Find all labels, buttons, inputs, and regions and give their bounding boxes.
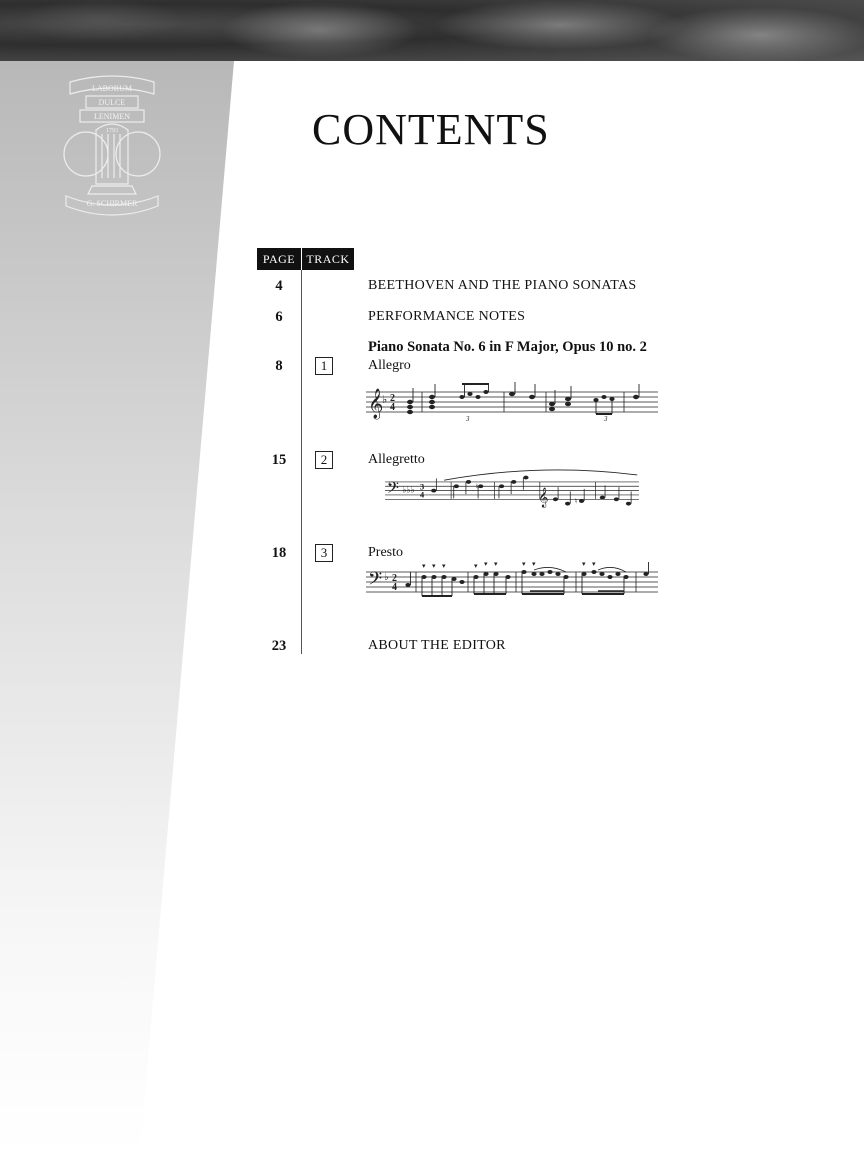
svg-text:♮: ♮ bbox=[574, 496, 578, 506]
svg-text:2: 2 bbox=[390, 393, 395, 404]
page-number: 6 bbox=[275, 309, 283, 325]
svg-text:♮: ♮ bbox=[475, 481, 479, 491]
page-number: 15 bbox=[271, 452, 287, 468]
svg-text:𝄢: 𝄢 bbox=[368, 568, 383, 593]
svg-text:2: 2 bbox=[392, 573, 397, 584]
svg-text:4: 4 bbox=[419, 489, 425, 500]
svg-text:▾: ▾ bbox=[422, 562, 426, 570]
svg-text:3: 3 bbox=[604, 415, 608, 422]
svg-text:𝄞: 𝄞 bbox=[538, 487, 549, 507]
svg-text:LENIMEN: LENIMEN bbox=[94, 112, 130, 121]
svg-text:𝄢: 𝄢 bbox=[386, 479, 400, 501]
svg-text:4: 4 bbox=[392, 582, 397, 593]
svg-text:▾: ▾ bbox=[522, 560, 526, 568]
page-number: 8 bbox=[275, 358, 283, 374]
page-number: 18 bbox=[271, 545, 287, 561]
svg-text:▾: ▾ bbox=[592, 560, 596, 568]
track-column-header: TRACK bbox=[302, 248, 354, 270]
music-incipit-allegro bbox=[366, 382, 658, 422]
page-number: 4 bbox=[275, 278, 283, 294]
svg-text:DULCE: DULCE bbox=[98, 98, 126, 107]
svg-text:▾: ▾ bbox=[432, 562, 436, 570]
svg-text:▾: ▾ bbox=[484, 560, 488, 568]
svg-text:▾: ▾ bbox=[442, 562, 446, 570]
movement-tempo[interactable]: Allegro bbox=[368, 358, 411, 373]
svg-text:♭♭♭: ♭♭♭ bbox=[402, 484, 415, 495]
svg-text:♭: ♭ bbox=[382, 394, 388, 406]
toc-entry-performance-notes[interactable]: PERFORMANCE NOTES bbox=[368, 309, 526, 324]
top-banner bbox=[0, 0, 864, 61]
svg-text:▾: ▾ bbox=[494, 560, 498, 568]
track-number-box[interactable]: 1 bbox=[315, 357, 333, 375]
svg-text:𝄞: 𝄞 bbox=[368, 389, 384, 418]
sonata-heading: Piano Sonata No. 6 in F Major, Opus 10 no. 2 bbox=[368, 339, 647, 355]
svg-text:4: 4 bbox=[390, 402, 395, 413]
svg-text:♭: ♭ bbox=[384, 572, 389, 583]
column-divider bbox=[301, 270, 302, 654]
svg-text:▾: ▾ bbox=[532, 560, 536, 568]
svg-text:▾: ▾ bbox=[582, 560, 586, 568]
music-incipit-presto bbox=[366, 560, 658, 600]
page-number: 23 bbox=[271, 638, 287, 654]
music-incipit-allegretto bbox=[366, 468, 658, 508]
publisher-seal-logo bbox=[56, 74, 168, 224]
track-number-box[interactable]: 2 bbox=[315, 451, 333, 469]
movement-tempo[interactable]: Allegretto bbox=[368, 452, 425, 467]
movement-tempo[interactable]: Presto bbox=[368, 545, 403, 560]
page-column-header: PAGE bbox=[257, 248, 301, 270]
toc-entry-about-editor[interactable]: ABOUT THE EDITOR bbox=[368, 638, 506, 653]
svg-text:G. SCHIRMER: G. SCHIRMER bbox=[86, 199, 138, 208]
track-number-box[interactable]: 3 bbox=[315, 544, 333, 562]
svg-text:3: 3 bbox=[419, 481, 425, 492]
svg-text:1793: 1793 bbox=[106, 128, 118, 134]
svg-text:LABORUM: LABORUM bbox=[91, 84, 133, 93]
toc-entry-beethoven[interactable]: BEETHOVEN AND THE PIANO SONATAS bbox=[368, 278, 637, 293]
svg-text:3: 3 bbox=[466, 415, 470, 422]
svg-text:▾: ▾ bbox=[474, 562, 478, 570]
page-title: CONTENTS bbox=[312, 105, 550, 154]
